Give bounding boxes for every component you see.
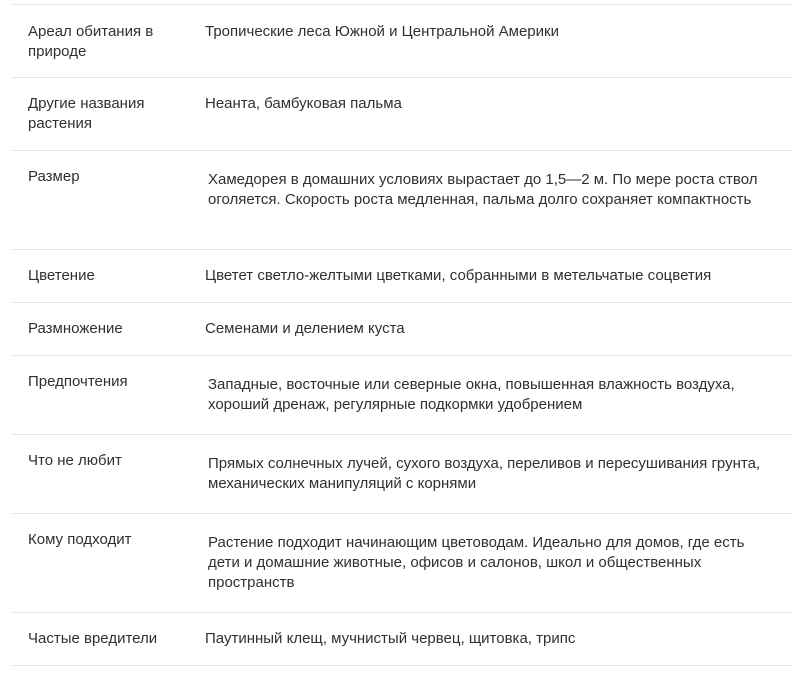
row-label: Размер — [28, 168, 80, 185]
row-value: Прямых солнечных лучей, сухого воздуха, переливов и пересушивания грунта, механических манипуляций с корнями — [208, 455, 761, 492]
row-value: Паутинный клещ, мучнистый червец, щитовка, трипс — [205, 630, 576, 647]
row-value: Цветет светло-желтыми цветками, собранными в метельчатые соцветия — [205, 267, 712, 284]
row-label: Цветение — [28, 267, 95, 284]
row-label: Другие названия растения — [28, 95, 145, 132]
plant-info-table — [12, 0, 792, 666]
table-row-suitable-for — [12, 514, 792, 613]
row-value: Хамедорея в домашних условиях вырастает до 1,5—2 м. По мере роста ствол оголяется. Скорость роста медленная, пальма долго сохраняет компактность — [208, 171, 758, 208]
row-label: Частые вредители — [28, 630, 158, 647]
row-label: Кому подходит — [28, 531, 132, 548]
table-row-pests — [12, 613, 792, 666]
row-value: Растение подходит начинающим цветоводам. Идеально для домов, где есть дети и домашние животные, офисов и салонов, школ и общественных пространств — [208, 534, 745, 591]
table-row-flowering — [12, 250, 792, 303]
row-label: Размножение — [28, 320, 123, 337]
row-value: Семенами и делением куста — [205, 320, 405, 337]
table-row-dislikes — [12, 435, 792, 514]
row-value: Западные, восточные или северные окна, повышенная влажность воздуха, хороший дренаж, регулярные подкормки удобрением — [208, 376, 735, 413]
table-row-habitat — [12, 4, 792, 78]
row-label: Что не любит — [28, 452, 122, 469]
table-row-propagation — [12, 303, 792, 356]
row-label: Предпочтения — [28, 373, 128, 390]
row-label: Ареал обитания в природе — [28, 23, 154, 60]
row-value: Тропические леса Южной и Центральной Америки — [205, 23, 559, 40]
table-row-other-names — [12, 78, 792, 151]
row-value: Неанта, бамбуковая пальма — [205, 95, 402, 112]
table-row-size — [12, 151, 792, 250]
table-row-preferences — [12, 356, 792, 435]
